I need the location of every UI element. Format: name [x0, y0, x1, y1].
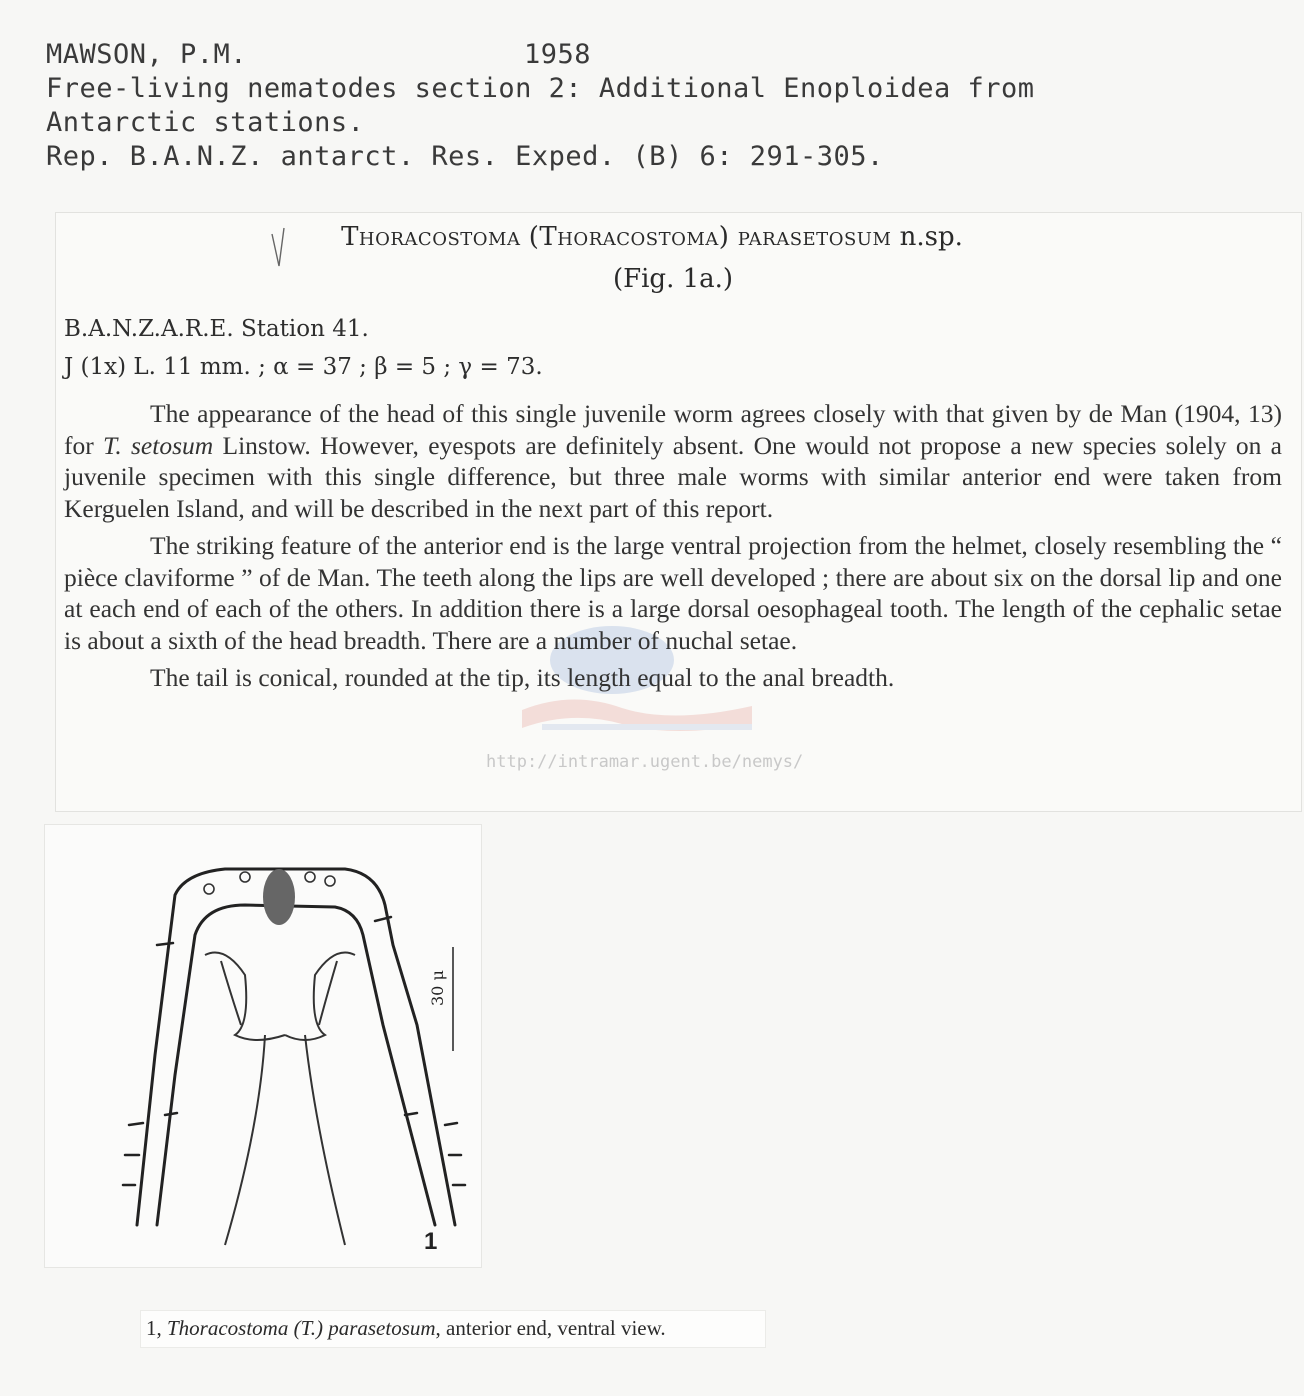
watermark-url: http://intramar.ugent.be/nemys/ [486, 752, 804, 772]
year: 1958 [524, 39, 592, 70]
genus: Thoracostoma [341, 222, 521, 252]
figure-reference: (Fig. 1a.) [612, 264, 734, 294]
caption-taxon: Thoracostoma (T.) parasetosum [167, 1316, 436, 1340]
ref-title-line1: Free-living nematodes section 2: Additional Enoploidea from [46, 73, 1035, 104]
body-text [64, 398, 1282, 700]
subgenus: (Thoracostoma) [528, 222, 730, 252]
author: MAWSON, P.M. [46, 39, 248, 70]
figure-caption: 1, Thoracostoma (T.) parasetosum, anterior end, ventral view. [146, 1316, 666, 1340]
epithet: parasetosum [737, 222, 892, 252]
figure-number: 1 [424, 1228, 438, 1255]
ref-title-line2: Antarctic stations. [46, 107, 365, 138]
species-name: T. setosum [103, 430, 214, 460]
measurements-line: J (1x) L. 11 mm. ; α = 37 ; β = 5 ; γ = 73. [64, 354, 543, 380]
species-title [0, 222, 1304, 252]
figure-panel [44, 824, 482, 1268]
nematode-head-drawing [45, 825, 481, 1267]
status: n.sp. [899, 222, 963, 252]
paragraph-2: The striking feature of the anterior end is the large ventral projection from the helmet, closely resembling the “ pièce claviforme ” of de Man. The teeth along the lips are well developed ; there are about six on the dorsal lip and one at each end of each of the others. In addition there is a large dorsal oesophageal tooth. The length of the cephalic setae is about a sixth of the head breadth. There are a number of nuchal setae. [64, 531, 1282, 655]
ref-source: Rep. B.A.N.Z. antarct. Res. Exped. (B) 6: 291-305. [46, 141, 884, 172]
scale-bar-label: 30 μ [428, 970, 447, 1006]
station-line: B.A.N.Z.A.R.E. Station 41. [64, 316, 369, 342]
paragraph-1: The appearance of the head of this single juvenile worm agrees closely with that given by de Man (1904, 13) for T. setosum Linstow. However, eyespots are definitely absent. One would not propose a new species solely on a juvenile specimen with this single difference, but three male worms with similar anterior end were taken from Kerguelen Island, and will be described in the next part of this report. [64, 399, 1282, 523]
reference-header [46, 38, 1035, 174]
paragraph-3: The tail is conical, rounded at the tip, its length equal to the anal breadth. [150, 663, 895, 692]
